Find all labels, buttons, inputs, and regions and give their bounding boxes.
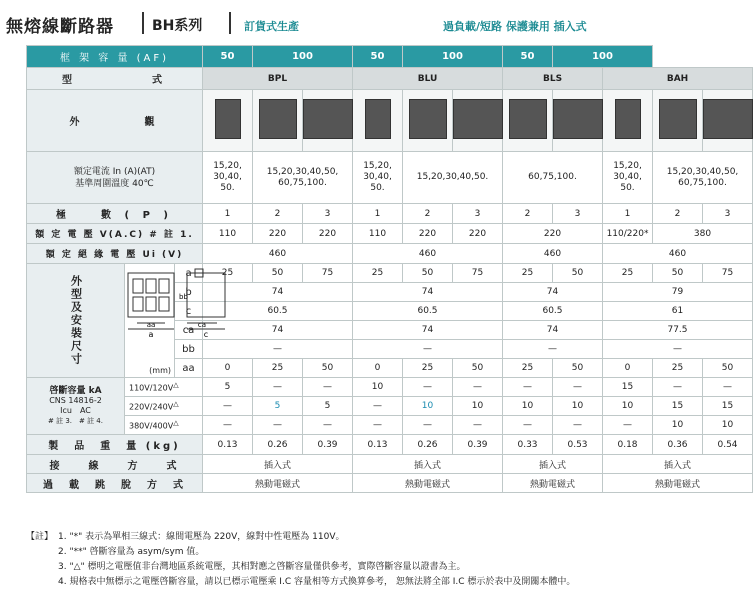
poles-label: 極 數 ( P ) [27,204,203,224]
connection-value: 插入式 [353,455,503,474]
dimension-value: 74 [503,321,603,340]
poles-value: 3 [553,204,603,224]
insulation-value: 460 [503,244,603,264]
trip-value: 熱動電磁式 [203,474,353,493]
dimension-value: — [503,340,603,359]
insulation-value: 460 [603,244,753,264]
dimension-value: 74 [203,321,353,340]
dimension-value: 25 [503,359,553,378]
dimension-value: 60.5 [353,302,503,321]
spec-table [26,45,753,493]
voltage-value: 220 [453,224,503,244]
af-value: 100 [253,46,353,68]
breaking-value: 15 [653,397,703,416]
dimension-drawing [125,264,209,378]
voltage-value: 110 [203,224,253,244]
breaker-picture [303,99,353,139]
note-3: 3. "△" 標明之電壓值非台灣地區系統電壓，其相對應之啓斷容量僅供參考，實際啓斷容量以證書為主。 [58,562,466,572]
af-label: 框 架 容 量 (AF) [27,46,203,68]
table-row [27,264,753,283]
breaking-value: — [253,416,303,435]
dimension-value: 60.5 [203,302,353,321]
series-divider [229,12,231,34]
breaking-value: — [203,416,253,435]
breaking-value: — [253,378,303,397]
dimension-value: 74 [503,283,603,302]
svg-text:a: a [148,330,154,339]
table-row [27,378,753,397]
table-row [27,455,753,474]
breaker-picture [659,99,697,139]
series-name: BH系列 [152,18,203,34]
poles-value: 3 [703,204,753,224]
breaking-value: — [553,378,603,397]
breaking-capacity-label [27,378,125,435]
rated-current-value: 15,20, 30,40, 50. [203,152,253,204]
poles-value: 2 [403,204,453,224]
dimension-value: 50 [653,264,703,283]
breaking-value: 5 [253,397,303,416]
type-label: 型 式 [27,68,203,90]
trip-value: 熱動電磁式 [353,474,503,493]
af-value: 50 [503,46,553,68]
note-2: 2. "**" 啓斷容量為 asym/sym 值。 [58,547,205,557]
breaking-value: — [703,378,753,397]
dimension-value: 50 [553,359,603,378]
notes-prefix: 【註】 [26,532,54,542]
breaker-picture [409,99,447,139]
af-value: 50 [203,46,253,68]
dimensions-label [27,264,125,378]
rated-current-value: 15,20,30,40,50, 60,75,100. [253,152,353,204]
breaking-voltage-text: 220V/240V [129,402,174,412]
dimension-value: 25 [353,264,403,283]
weight-value: 0.26 [403,435,453,455]
connection-value: 插入式 [503,455,603,474]
table-row [27,204,753,224]
af-value: 100 [403,46,503,68]
voltage-value: 220 [503,224,603,244]
dimension-value: 61 [603,302,753,321]
breaking-value: — [503,416,553,435]
weight-value: 0.13 [203,435,253,455]
breaking-voltage-text: 380V/400V [129,421,174,431]
dimension-value: 50 [453,359,503,378]
dimension-value: 25 [653,359,703,378]
breaking-label-line: # 註 3. # 註 4. [48,417,103,425]
voltage-value: 110/220* [603,224,653,244]
breaking-voltage [125,378,203,397]
page-title: 無熔線斷路器 [6,17,114,37]
breaker-picture [509,99,547,139]
breaker-picture [453,99,503,139]
voltage-value: 220 [253,224,303,244]
table-row [27,435,753,455]
dimension-value: 75 [453,264,503,283]
breaker-image [453,90,503,152]
breaker-image [653,90,703,152]
breaking-value: — [303,416,353,435]
page-header [0,0,749,40]
breaking-value: 10 [553,397,603,416]
dimension-key: aa [175,359,203,378]
breaking-value: 15 [703,397,753,416]
breaking-value: 10 [403,397,453,416]
poles-value: 2 [653,204,703,224]
dimension-value: 0 [603,359,653,378]
poles-value: 3 [303,204,353,224]
dimension-value: 50 [303,359,353,378]
breaking-value: — [353,397,403,416]
breaker-picture [703,99,753,139]
poles-value: 1 [353,204,403,224]
voltage-label: 額 定 電 壓 V(A.C) # 註 1. [27,224,203,244]
weight-value: 0.13 [353,435,403,455]
table-row [27,152,753,204]
breaking-value: 5 [203,378,253,397]
trip-value: 熱動電磁式 [503,474,603,493]
breaking-value: — [203,397,253,416]
rated-current-value: 15,20, 30,40, 50. [603,152,653,204]
note-1: 1. "*" 表示為單相三線式：線間電壓為 220V，線對中性電壓為 110V。 [58,532,345,542]
dimensions-label-text: 外型及安裝尺寸 [69,275,83,366]
poles-value: 1 [203,204,253,224]
table-row [27,46,753,68]
breaking-value: — [403,416,453,435]
dimension-value: 77.5 [603,321,753,340]
breaking-value: — [403,378,453,397]
dimension-value: 74 [203,283,353,302]
type-value: BLS [503,68,603,90]
trip-label: 過 載 跳 脫 方 式 [27,474,203,493]
voltage-value: 220 [403,224,453,244]
breaker-image [553,90,603,152]
type-value: BLU [353,68,503,90]
breaking-value: — [303,378,353,397]
triangle-mark: △ [173,381,179,390]
breaking-value: — [453,378,503,397]
dimension-value: 25 [503,264,553,283]
breaking-voltage [125,397,203,416]
dimension-value: 74 [353,321,503,340]
voltage-value: 220 [303,224,353,244]
weight-value: 0.26 [253,435,303,455]
breaking-value: 10 [703,416,753,435]
weight-value: 0.39 [453,435,503,455]
dimension-value: 75 [303,264,353,283]
poles-value: 2 [253,204,303,224]
weight-value: 0.33 [503,435,553,455]
poles-value: 2 [503,204,553,224]
breaking-value: — [453,416,503,435]
breaker-image [403,90,453,152]
breaking-value: 10 [503,397,553,416]
table-row [27,474,753,493]
dimension-value: — [203,340,353,359]
dimension-key: c [175,302,203,321]
dimension-key: ca [175,321,203,340]
poles-value: 1 [603,204,653,224]
rated-current-value: 15,20,30,40,50, 60,75,100. [653,152,753,204]
ambient-temp-text: 基準周圍溫度 40℃ [75,178,154,189]
table-row [27,224,753,244]
af-value: 100 [553,46,653,68]
dimension-value: — [353,340,503,359]
svg-text:bb: bb [179,293,188,301]
triangle-mark: △ [173,400,179,409]
svg-text:aa: aa [146,321,156,329]
breaking-label-line: 啓斷容量 kA [49,386,102,396]
dimension-value: 75 [703,264,753,283]
feature-note: 過負載/短路 保護兼用 插入式 [443,20,587,33]
outline-drawing [125,265,237,373]
breaking-value: 5 [303,397,353,416]
breaker-image [303,90,353,152]
breaker-picture [259,99,297,139]
dimension-value: 0 [353,359,403,378]
insulation-value: 460 [203,244,353,264]
rated-current-value: 15,20, 30,40, 50. [353,152,403,204]
breaker-image [203,90,253,152]
breaking-value: — [503,378,553,397]
svg-text:ca: ca [197,321,207,329]
breaking-label-line: CNS 14816-2 [49,396,102,405]
dimension-key: b [175,283,203,302]
dimension-key: a [175,264,203,283]
breaker-image [603,90,653,152]
dimension-value: 0 [203,359,253,378]
dimension-value: 25 [253,359,303,378]
rated-current-value: 15,20,30,40,50. [403,152,503,204]
dimension-value: 50 [253,264,303,283]
breaking-value: 15 [603,378,653,397]
breaking-value: 10 [603,397,653,416]
voltage-value: 380 [653,224,753,244]
dimension-value: 79 [603,283,753,302]
connection-label: 接 線 方 式 [27,455,203,474]
dimension-value: 50 [553,264,603,283]
order-note: 訂貨式生產 [244,20,299,33]
breaker-picture [365,99,391,139]
breaker-image [503,90,553,152]
weight-label: 製 品 重 量 (kg) [27,435,203,455]
weight-value: 0.36 [653,435,703,455]
breaking-value: — [603,416,653,435]
title-divider [142,12,144,34]
table-row [27,244,753,264]
breaking-voltage [125,416,203,435]
rated-current-value: 60,75,100. [503,152,603,204]
breaker-picture [615,99,641,139]
mm-unit-label: (mm) [149,366,171,375]
dimension-value: 50 [403,264,453,283]
appearance-label: 外 觀 [27,90,203,152]
voltage-value: 110 [353,224,403,244]
breaker-image [703,90,753,152]
breaking-voltage-text: 110V/120V [129,383,174,393]
dimension-value: 25 [403,359,453,378]
dimension-value: — [603,340,753,359]
type-value: BAH [603,68,753,90]
breaker-image [253,90,303,152]
breaker-image [353,90,403,152]
table-row [27,416,753,435]
table-row [27,397,753,416]
dimension-value: 50 [703,359,753,378]
breaking-value: — [353,416,403,435]
breaking-value: — [553,416,603,435]
weight-value: 0.18 [603,435,653,455]
poles-value: 3 [453,204,503,224]
breaking-value: 10 [453,397,503,416]
weight-value: 0.39 [303,435,353,455]
dimension-key: bb [175,340,203,359]
breaking-label-line: Icu AC [60,406,91,415]
dimension-value: 74 [353,283,503,302]
dimension-value: 25 [603,264,653,283]
note-4: 4. 規格表中無標示之電壓啓斷容量，請以已標示電壓乘 I.C 容量相等方式換算參考， 恕無法將全部 I.C 標示於表中及開關本體中。 [58,577,576,587]
breaking-value: 10 [653,416,703,435]
af-value: 50 [353,46,403,68]
rated-current-label [27,152,203,204]
dimension-value: 25 [203,264,253,283]
weight-value: 0.54 [703,435,753,455]
rated-current-text: 額定電流 In (A)(AT) [73,166,156,177]
type-value: BPL [203,68,353,90]
connection-value: 插入式 [203,455,353,474]
breaking-value: — [653,378,703,397]
weight-value: 0.53 [553,435,603,455]
svg-text:c: c [203,330,209,339]
table-row [27,90,753,152]
triangle-mark: △ [173,419,179,428]
connection-value: 插入式 [603,455,753,474]
insulation-label: 額 定 絕 緣 電 壓 Ui (V) [27,244,203,264]
insulation-value: 460 [353,244,503,264]
breaker-picture [215,99,241,139]
table-row [27,68,753,90]
trip-value: 熱動電磁式 [603,474,753,493]
dimension-value: 60.5 [503,302,603,321]
breaking-value: 10 [353,378,403,397]
breaker-picture [553,99,603,139]
